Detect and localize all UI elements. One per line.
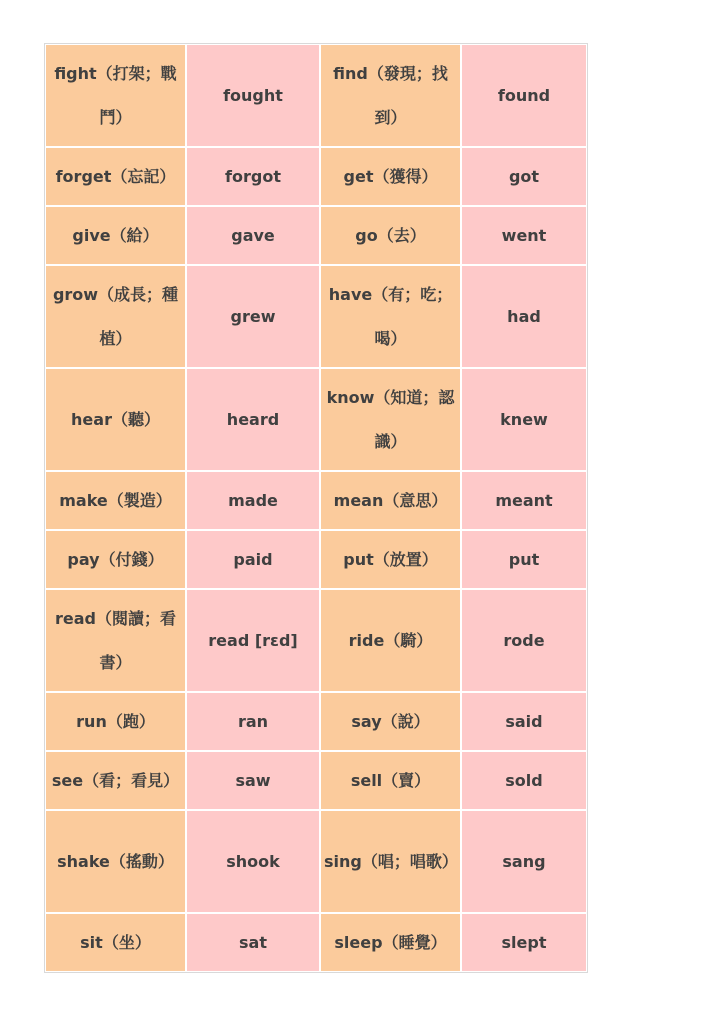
past-tense-cell: went xyxy=(461,206,587,265)
base-verb-cell: sell（賣） xyxy=(320,751,461,810)
table-row xyxy=(45,368,587,471)
base-verb-cell: say（說） xyxy=(320,692,461,751)
base-verb-cell: shake（搖動） xyxy=(45,810,186,913)
past-tense-cell: read [rɛd] xyxy=(186,589,320,692)
table-row xyxy=(45,751,587,810)
past-tense-cell: knew xyxy=(461,368,587,471)
past-tense-cell: heard xyxy=(186,368,320,471)
base-verb-cell: fight（打架；戰鬥） xyxy=(45,44,186,147)
base-verb-cell: pay（付錢） xyxy=(45,530,186,589)
past-tense-cell: gave xyxy=(186,206,320,265)
base-verb-cell: give（給） xyxy=(45,206,186,265)
past-tense-cell: got xyxy=(461,147,587,206)
table-row xyxy=(45,589,587,692)
table-row xyxy=(45,530,587,589)
base-verb-cell: sleep（睡覺） xyxy=(320,913,461,972)
past-tense-cell: fought xyxy=(186,44,320,147)
base-verb-cell: see（看；看見） xyxy=(45,751,186,810)
base-verb-cell: make（製造） xyxy=(45,471,186,530)
base-verb-cell: ride（騎） xyxy=(320,589,461,692)
past-tense-cell: made xyxy=(186,471,320,530)
base-verb-cell: put（放置） xyxy=(320,530,461,589)
base-verb-cell: run（跑） xyxy=(45,692,186,751)
table-row xyxy=(45,44,587,147)
base-verb-cell: forget（忘記） xyxy=(45,147,186,206)
base-verb-cell: go（去） xyxy=(320,206,461,265)
past-tense-cell: saw xyxy=(186,751,320,810)
past-tense-cell: put xyxy=(461,530,587,589)
past-tense-cell: grew xyxy=(186,265,320,368)
table-row xyxy=(45,147,587,206)
base-verb-cell: have（有；吃；喝） xyxy=(320,265,461,368)
past-tense-cell: shook xyxy=(186,810,320,913)
base-verb-cell: sit（坐） xyxy=(45,913,186,972)
table-row xyxy=(45,471,587,530)
past-tense-cell: ran xyxy=(186,692,320,751)
past-tense-cell: slept xyxy=(461,913,587,972)
past-tense-cell: sat xyxy=(186,913,320,972)
table-row xyxy=(45,913,587,972)
past-tense-cell: found xyxy=(461,44,587,147)
past-tense-cell: had xyxy=(461,265,587,368)
past-tense-cell: sang xyxy=(461,810,587,913)
table-row xyxy=(45,810,587,913)
past-tense-cell: rode xyxy=(461,589,587,692)
base-verb-cell: hear（聽） xyxy=(45,368,186,471)
base-verb-cell: read（閱讀；看書） xyxy=(45,589,186,692)
past-tense-cell: meant xyxy=(461,471,587,530)
base-verb-cell: know（知道；認識） xyxy=(320,368,461,471)
irregular-verb-table xyxy=(44,43,588,973)
base-verb-cell: sing（唱；唱歌） xyxy=(320,810,461,913)
past-tense-cell: forgot xyxy=(186,147,320,206)
base-verb-cell: find（發現；找到） xyxy=(320,44,461,147)
base-verb-cell: get（獲得） xyxy=(320,147,461,206)
past-tense-cell: sold xyxy=(461,751,587,810)
table-row xyxy=(45,265,587,368)
base-verb-cell: grow（成長；種植） xyxy=(45,265,186,368)
past-tense-cell: paid xyxy=(186,530,320,589)
table-row xyxy=(45,206,587,265)
base-verb-cell: mean（意思） xyxy=(320,471,461,530)
table-row xyxy=(45,692,587,751)
past-tense-cell: said xyxy=(461,692,587,751)
